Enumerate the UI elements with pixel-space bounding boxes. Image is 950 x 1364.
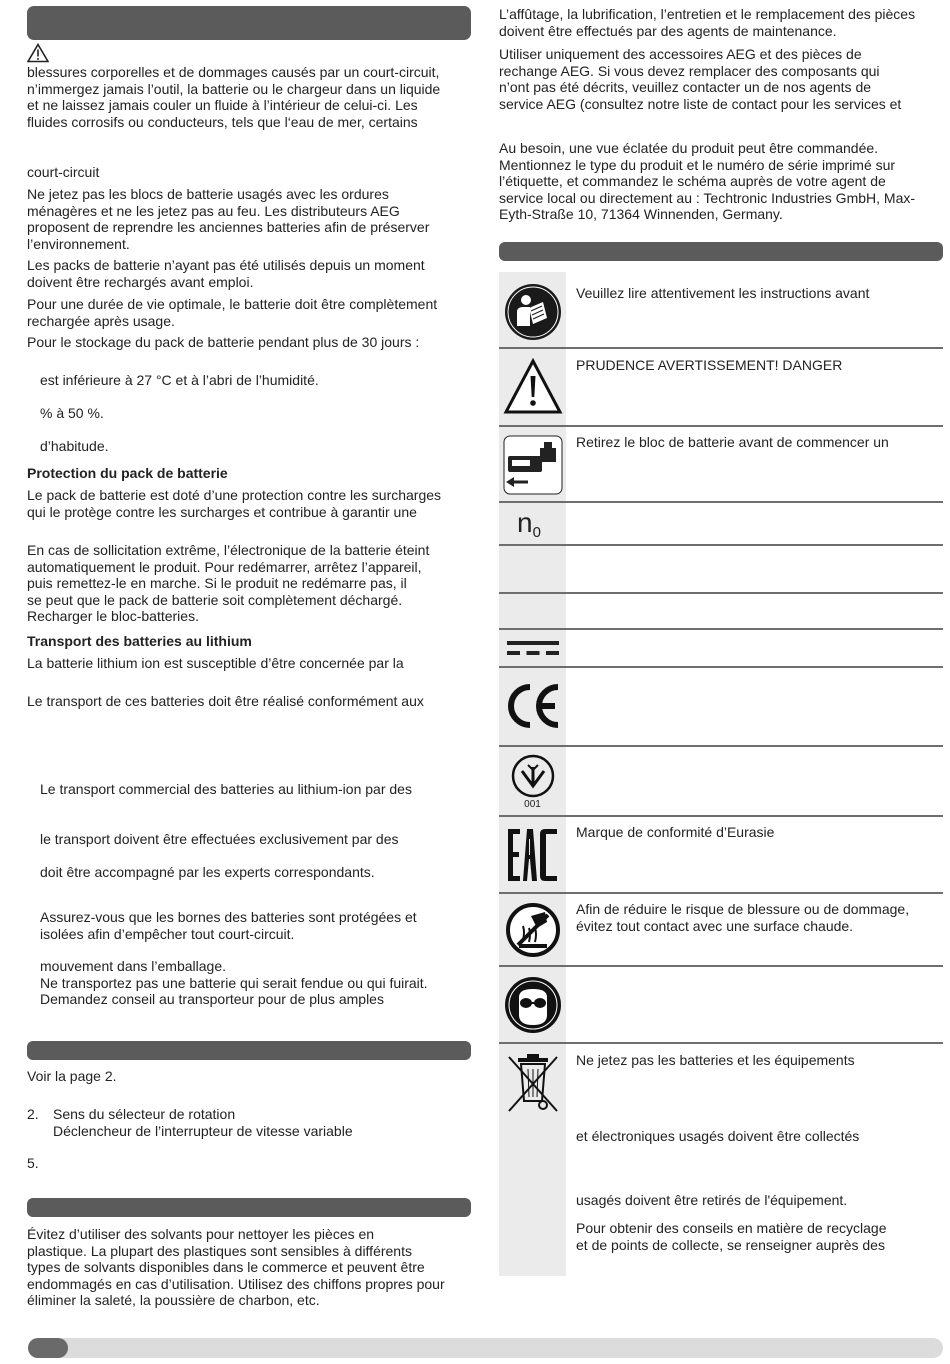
no-load-sub: 0: [532, 523, 541, 541]
row-divider: [499, 1042, 943, 1044]
component-item-2: [27, 1106, 472, 1139]
row-divider: [499, 892, 943, 894]
text-line: doivent être effectués par des agents de maintenance.: [499, 22, 837, 39]
read-instructions-text: Veuillez lire attentivement les instructions avant: [576, 285, 870, 301]
row-divider: [499, 501, 943, 503]
item-label: Sens du sélecteur de rotation: [53, 1106, 236, 1122]
extreme-load-paragraph: [27, 542, 472, 625]
text-line: Mentionnez le type du produit et le numéro de série imprimé sur: [499, 156, 896, 173]
maintenance-paragraph: [499, 6, 949, 39]
text-line: Au besoin, une vue éclatée du produit peut être commandée.: [499, 140, 879, 156]
page-footer-bar: [28, 1338, 943, 1358]
text-line: types de solvants disponibles dans le commerce et peuvent être: [27, 1259, 425, 1275]
hot-surface-text: [576, 901, 936, 934]
remove-battery-text: Retirez le bloc de batterie avant de commencer un: [576, 434, 889, 450]
text-line: Le pack de batterie est doté d’une protection contre les surcharges: [27, 487, 442, 503]
text-line: Utiliser uniquement des accessoires AEG et des pièces de: [499, 46, 862, 62]
component-item-5: 5.: [27, 1155, 39, 1171]
row-divider: [499, 965, 943, 967]
terminals-paragraph: [40, 909, 470, 942]
experts-line: doit être accompagné par les experts correspondants.: [40, 864, 375, 880]
text-line: Pour une durée de vie optimale, le batterie doit être complètement: [27, 296, 438, 312]
direct-current-icon: [499, 632, 566, 664]
text-line: et ne laissez jamais couler un fluide à l’intérieur de celui-ci. Les: [27, 97, 418, 113]
caution-text: PRUDENCE AVERTISSEMENT! DANGER: [576, 357, 843, 373]
protection-paragraph: [27, 487, 472, 520]
section-header-bar-symbols: [499, 242, 943, 261]
text-line: En cas de sollicitation extrême, l’électronique de la batterie éteint: [27, 542, 430, 558]
page-number-pill: [28, 1338, 68, 1358]
text-line: puis remettez-le en marche. Si le produit ne redémarre pas, il: [27, 575, 407, 591]
text-line: Ne transportez pas une batterie qui serait fendue ou qui fuirait.: [40, 974, 428, 991]
eye-protection-icon: [499, 972, 566, 1038]
text-line: n’immergez jamais l’outil, la batterie ou le chargeur dans un liquide: [27, 80, 441, 97]
row-divider: [499, 745, 943, 747]
weee-text-2: et électroniques usagés doivent être collectés: [576, 1128, 860, 1144]
text-line: plastique. La plupart des plastiques sont sensibles à différents: [27, 1242, 412, 1259]
transport-heading: Transport des batteries au lithium: [27, 633, 252, 649]
court-circuit-text: court-circuit: [27, 164, 100, 180]
section-header-bar-overview: [27, 1041, 471, 1060]
row-divider: [499, 592, 943, 594]
accessories-paragraph: [499, 46, 944, 112]
eurasia-text: Marque de conformité d’Eurasie: [576, 824, 775, 840]
weee-text-1: Ne jetez pas les batteries et les équipements: [576, 1052, 855, 1068]
text-line: automatiquement le produit. Pour redémarrer, arrêtez l’appareil,: [27, 558, 422, 575]
row-divider: [499, 628, 943, 630]
text-line: Pour obtenir des conseils en matière de recyclage: [576, 1220, 887, 1236]
text-line: qui le protège contre les surcharges et contribue à garantir une: [27, 503, 417, 520]
commercial-transport-line: Le transport commercial des batteries au lithium-ion par des: [40, 781, 412, 797]
text-line: Recharger le bloc-batteries.: [27, 608, 199, 624]
text-line: évitez tout contact avec une surface chaude.: [576, 917, 854, 934]
text-line: éliminer la saleté, la poussière de charbon, etc.: [27, 1292, 320, 1308]
lifetime-paragraph: [27, 296, 472, 329]
text-line: Les packs de batterie n’ayant pas été utilisés depuis un moment: [27, 257, 425, 273]
weee-text-4: [576, 1220, 936, 1253]
text-line: Ne jetez pas les blocs de batterie usagés avec les ordures: [27, 186, 389, 202]
text-line: service local ou directement au : Techtronic Industries GmbH, Max-: [499, 189, 916, 206]
ukraine-conformity-icon: [499, 750, 566, 812]
exclusive-transport-line: le transport doivent être effectuées exclusivement par des: [40, 831, 399, 847]
text-line: Demandez conseil au transporteur pour de plus amples: [40, 991, 384, 1007]
text-line: L’affûtage, la lubrification, l’entretien et le remplacement des pièces: [499, 6, 916, 22]
hot-surface-icon: [499, 898, 566, 962]
item-number: 2.: [27, 1106, 39, 1122]
protection-heading: Protection du pack de batterie: [27, 465, 228, 481]
text-line: rechange AEG. Si vous devez remplacer des composants qui: [499, 62, 880, 79]
section-header-bar-cleaning: [27, 1198, 471, 1217]
remove-battery-icon: [499, 431, 566, 499]
warning-triangle-icon: [27, 43, 49, 63]
row-divider: [499, 815, 943, 817]
text-line: proposent de reprendre les anciennes batteries afin de préserver: [27, 219, 430, 235]
text-line: mouvement dans l’emballage.: [40, 958, 226, 974]
text-line: isolées afin d’empêcher tout court-circuit.: [40, 925, 295, 942]
text-line: n’ont pas été décrits, veuillez contacter un de nos agents de: [499, 79, 872, 95]
text-line: Afin de réduire le risque de blessure ou de dommage,: [576, 901, 910, 917]
ukraine-code: 001: [524, 798, 541, 810]
no-load-speed-symbol: [499, 504, 566, 542]
item-label-2: Déclencheur de l’interrupteur de vitesse variable: [53, 1122, 353, 1139]
row-divider: [499, 666, 943, 668]
text-line: Assurez-vous que les bornes des batteries sont protégées et: [40, 909, 417, 925]
row-divider: [499, 425, 943, 427]
recharge-paragraph: [27, 257, 472, 290]
storage-intro: Pour le stockage du pack de batterie pendant plus de 30 jours :: [27, 334, 420, 350]
text-line: service AEG (consultez notre liste de contact pour les services et: [499, 95, 902, 112]
row-divider: [499, 544, 943, 546]
text-line: blessures corporelles et de dommages causés par un court-circuit,: [27, 64, 440, 80]
text-line: ménagères et ne les jetez pas au feu. Les distributeurs AEG: [27, 202, 400, 219]
text-line: endommagés en cas d’utilisation. Utilisez des chiffons propres pour: [27, 1275, 445, 1292]
read-manual-icon: [499, 280, 566, 344]
storage-item-habit: d’habitude.: [40, 438, 109, 454]
text-line: Eyth-Straße 10, 71364 Winnenden, Germany.: [499, 206, 783, 222]
text-line: l’étiquette, et commandez le schéma auprès de votre agent de: [499, 173, 886, 189]
text-line: Évitez d’utiliser des solvants pour nettoyer les pièces en: [27, 1226, 375, 1242]
text-line: rechargée après usage.: [27, 312, 175, 329]
warning-paragraph: [27, 64, 472, 130]
storage-item-temperature: est inférieure à 27 °C et à l’abri de l’humidité.: [40, 372, 319, 388]
transport-line-2: Le transport de ces batteries doit être réalisé conformément aux: [27, 693, 424, 709]
cleaning-paragraph: [27, 1226, 475, 1309]
text-line: doivent être rechargés avant emploi.: [27, 273, 254, 290]
disposal-paragraph: [27, 186, 472, 252]
caution-triangle-icon: [499, 353, 566, 421]
ce-mark-icon: [499, 672, 566, 740]
no-load-n: n: [517, 507, 533, 538]
transport-line-1: La batterie lithium ion est susceptible d’être concernée par la: [27, 655, 404, 671]
row-divider: [499, 347, 943, 349]
text-line: fluides corrosifs ou conducteurs, tels que l‘eau de mer, certains: [27, 113, 418, 130]
exploded-view-paragraph: [499, 140, 947, 223]
text-line: et de points de collecte, se renseigner auprès des: [576, 1236, 885, 1253]
section-header-bar-safety: [27, 6, 471, 40]
crossed-bin-icon: [499, 1050, 566, 1116]
text-line: l’environnement.: [27, 235, 130, 252]
eac-mark-icon: [499, 822, 566, 888]
storage-item-charge: % à 50 %.: [40, 405, 104, 421]
weee-text-3: usagés doivent être retirés de l'équipement.: [576, 1192, 848, 1208]
see-page-text: Voir la page 2.: [27, 1068, 117, 1084]
text-line: se peut que le pack de batterie soit complètement déchargé.: [27, 591, 403, 608]
movement-paragraph: [40, 958, 470, 1008]
